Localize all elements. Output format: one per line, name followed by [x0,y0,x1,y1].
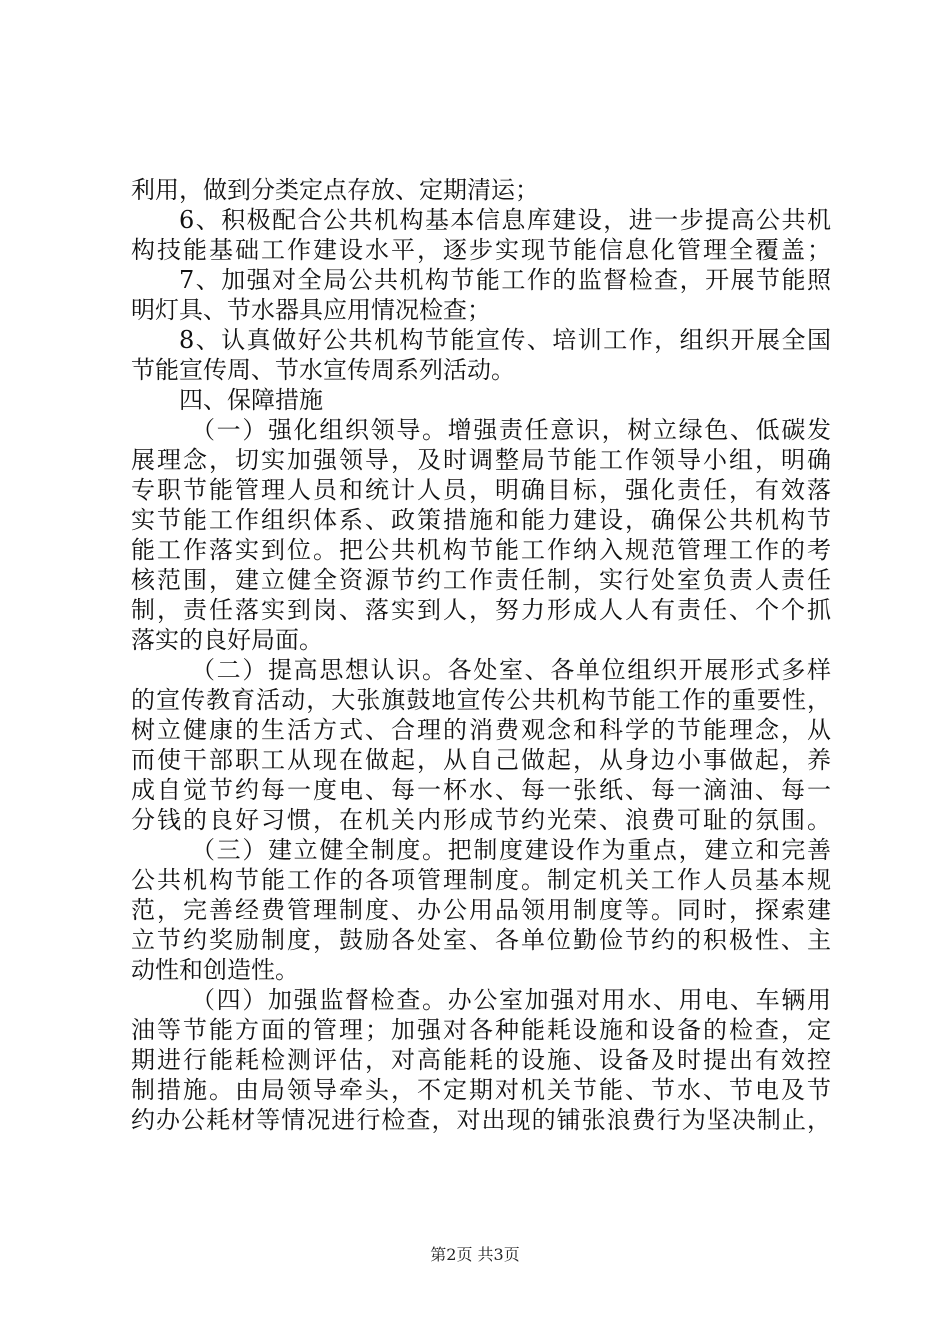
body-line: 6、积极配合公共机构基本信息库建设，进一步提高公共机 [179,206,831,234]
body-line: 期进行能耗检测评估，对高能耗的设施、设备及时提出有效控 [131,1046,831,1074]
body-line: （三）建立健全制度。把制度建设作为重点，建立和完善 [191,836,831,864]
body-line: 实节能工作组织体系、政策措施和能力建设，确保公共机构节 [131,506,831,534]
body-line: 的宣传教育活动，大张旗鼓地宣传公共机构节能工作的重要性， [131,686,831,714]
body-line: 公共机构节能工作的各项管理制度。制定机关工作人员基本规 [131,866,831,894]
body-line: （四）加强监督检查。办公室加强对用水、用电、车辆用 [191,986,831,1014]
body-line: 利用，做到分类定点存放、定期清运； [131,176,539,204]
body-line: 落实的良好局面。 [131,626,323,654]
body-line: 能工作落实到位。把公共机构节能工作纳入规范管理工作的考 [131,536,831,564]
body-line: 成自觉节约每一度电、每一杯水、每一张纸、每一滴油、每一 [131,776,831,804]
body-line: 节能宣传周、节水宣传周系列活动。 [131,356,515,384]
body-line: 约办公耗材等情况进行检查，对出现的铺张浪费行为坚决制止， [131,1106,831,1134]
body-line: 而使干部职工从现在做起，从自己做起，从身边小事做起，养 [131,746,831,774]
section-heading: 四、保障措施 [179,386,323,414]
body-line: 油等节能方面的管理；加强对各种能耗设施和设备的检查，定 [131,1016,831,1044]
body-line: （二）提高思想认识。各处室、各单位组织开展形式多样 [191,656,831,684]
body-line: 制措施。由局领导牵头，不定期对机关节能、节水、节电及节 [131,1076,831,1104]
body-line: 展理念，切实加强领导，及时调整局节能工作领导小组，明确 [131,446,831,474]
body-line: 8、认真做好公共机构节能宣传、培训工作，组织开展全国 [179,326,831,354]
body-line: 制，责任落实到岗、落实到人，努力形成人人有责任、个个抓 [131,596,831,624]
page-number-footer: 第2页 共3页 [430,1245,520,1264]
document-body [131,175,831,1135]
body-line: 树立健康的生活方式、合理的消费观念和科学的节能理念，从 [131,716,831,744]
body-line: （一）强化组织领导。增强责任意识，树立绿色、低碳发 [191,416,831,444]
body-line: 立节约奖励制度，鼓励各处室、各单位勤俭节约的积极性、主 [131,926,831,954]
body-line: 构技能基础工作建设水平，逐步实现节能信息化管理全覆盖； [131,236,831,264]
body-line: 范，完善经费管理制度、办公用品领用制度等。同时，探索建 [131,896,831,924]
body-line: 分钱的良好习惯，在机关内形成节约光荣、浪费可耻的氛围。 [131,806,831,834]
body-line: 专职节能管理人员和统计人员，明确目标，强化责任，有效落 [131,476,831,504]
body-line: 明灯具、节水器具应用情况检查； [131,296,491,324]
body-line: 核范围，建立健全资源节约工作责任制，实行处室负责人责任 [131,566,831,594]
body-line: 动性和创造性。 [131,956,299,984]
body-line: 7、加强对全局公共机构节能工作的监督检查，开展节能照 [179,266,831,294]
